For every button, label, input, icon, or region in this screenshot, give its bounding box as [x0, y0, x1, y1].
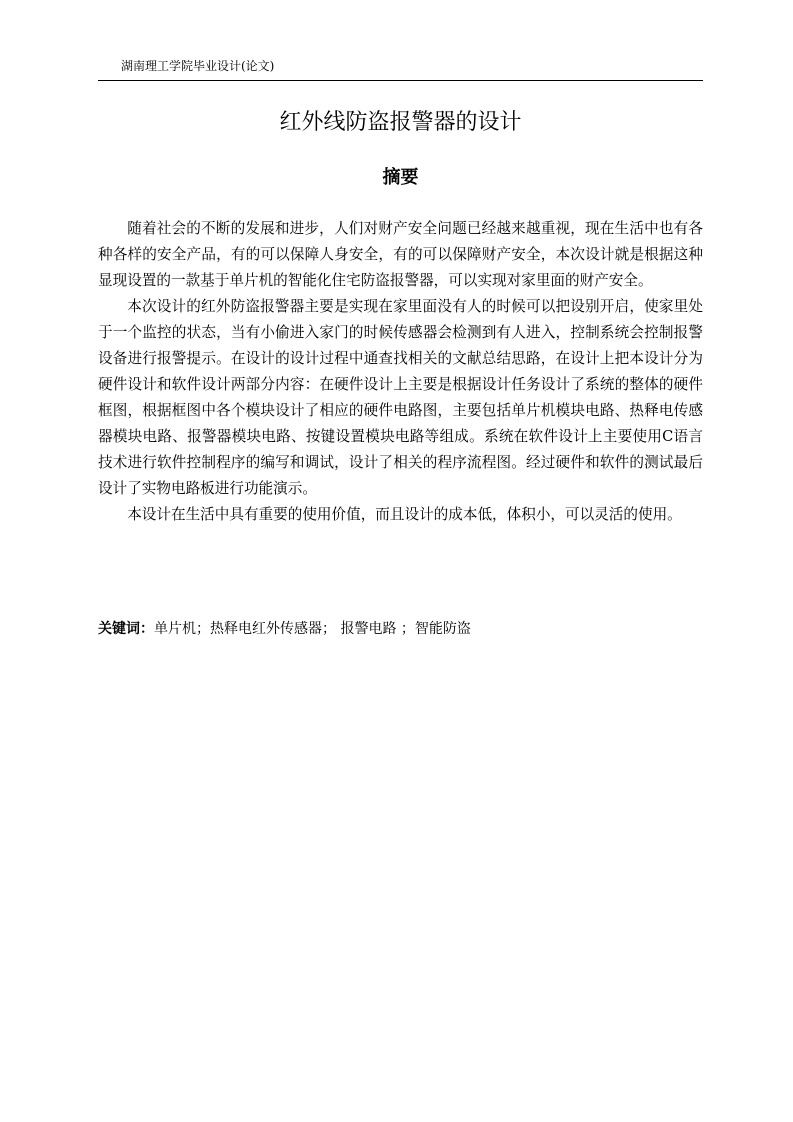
page-header: 湖南理工学院毕业设计(论文)	[121, 59, 275, 73]
keywords-label: 关键词：	[98, 621, 154, 637]
header-rule	[98, 80, 703, 81]
abstract-paragraph-3: 本设计在生活中具有重要的使用价值，而且设计的成本低，体积小，可以灵活的使用。	[127, 506, 682, 523]
document-title: 红外线防盗报警器的设计	[279, 110, 522, 135]
keywords-line	[98, 618, 703, 640]
abstract-paragraph-1: 随着社会的不断的发展和进步，人们对财产安全问题已经越来越重视，现在生活中也有各种各样的安全产品，有的可以保障人身安全，有的可以保障财产安全，本次设计就是根据这种显现设置的一款基于单片机的智能化住宅防盗报警器，可以实现对家里面的财产安全。	[98, 220, 703, 289]
abstract-body	[98, 216, 703, 528]
abstract-heading: 摘要	[382, 167, 419, 188]
keywords-text: 单片机；热释电红外传感器； 报警电路 ；智能防盗	[154, 621, 471, 637]
abstract-paragraph-2: 本次设计的红外防盗报警器主要是实现在家里面没有人的时候可以把设别开启，使家里处于一个监控的状态，当有小偷进入家门的时候传感器会检测到有人进入，控制系统会控制报警设备进行报警提示。在设计的设计过程中通查找相关的文献总结思路，在设计上把本设计分为硬件设计和软件设计两部分内容：在硬件设计上主要是根据设计任务设计了系统的整体的硬件框图，根据框图中各个模块设计了相应的硬件电路图，主要包括单片机模块电路、热释电传感器模块电路、报警器模块电路、按键设置模块电路等组成。系统在软件设计上主要使用C语言技术进行软件控制程序的编写和调试，设计了相关的程序流程图。经过硬件和软件的测试最后设计了实物电路板进行功能演示。	[98, 298, 703, 497]
